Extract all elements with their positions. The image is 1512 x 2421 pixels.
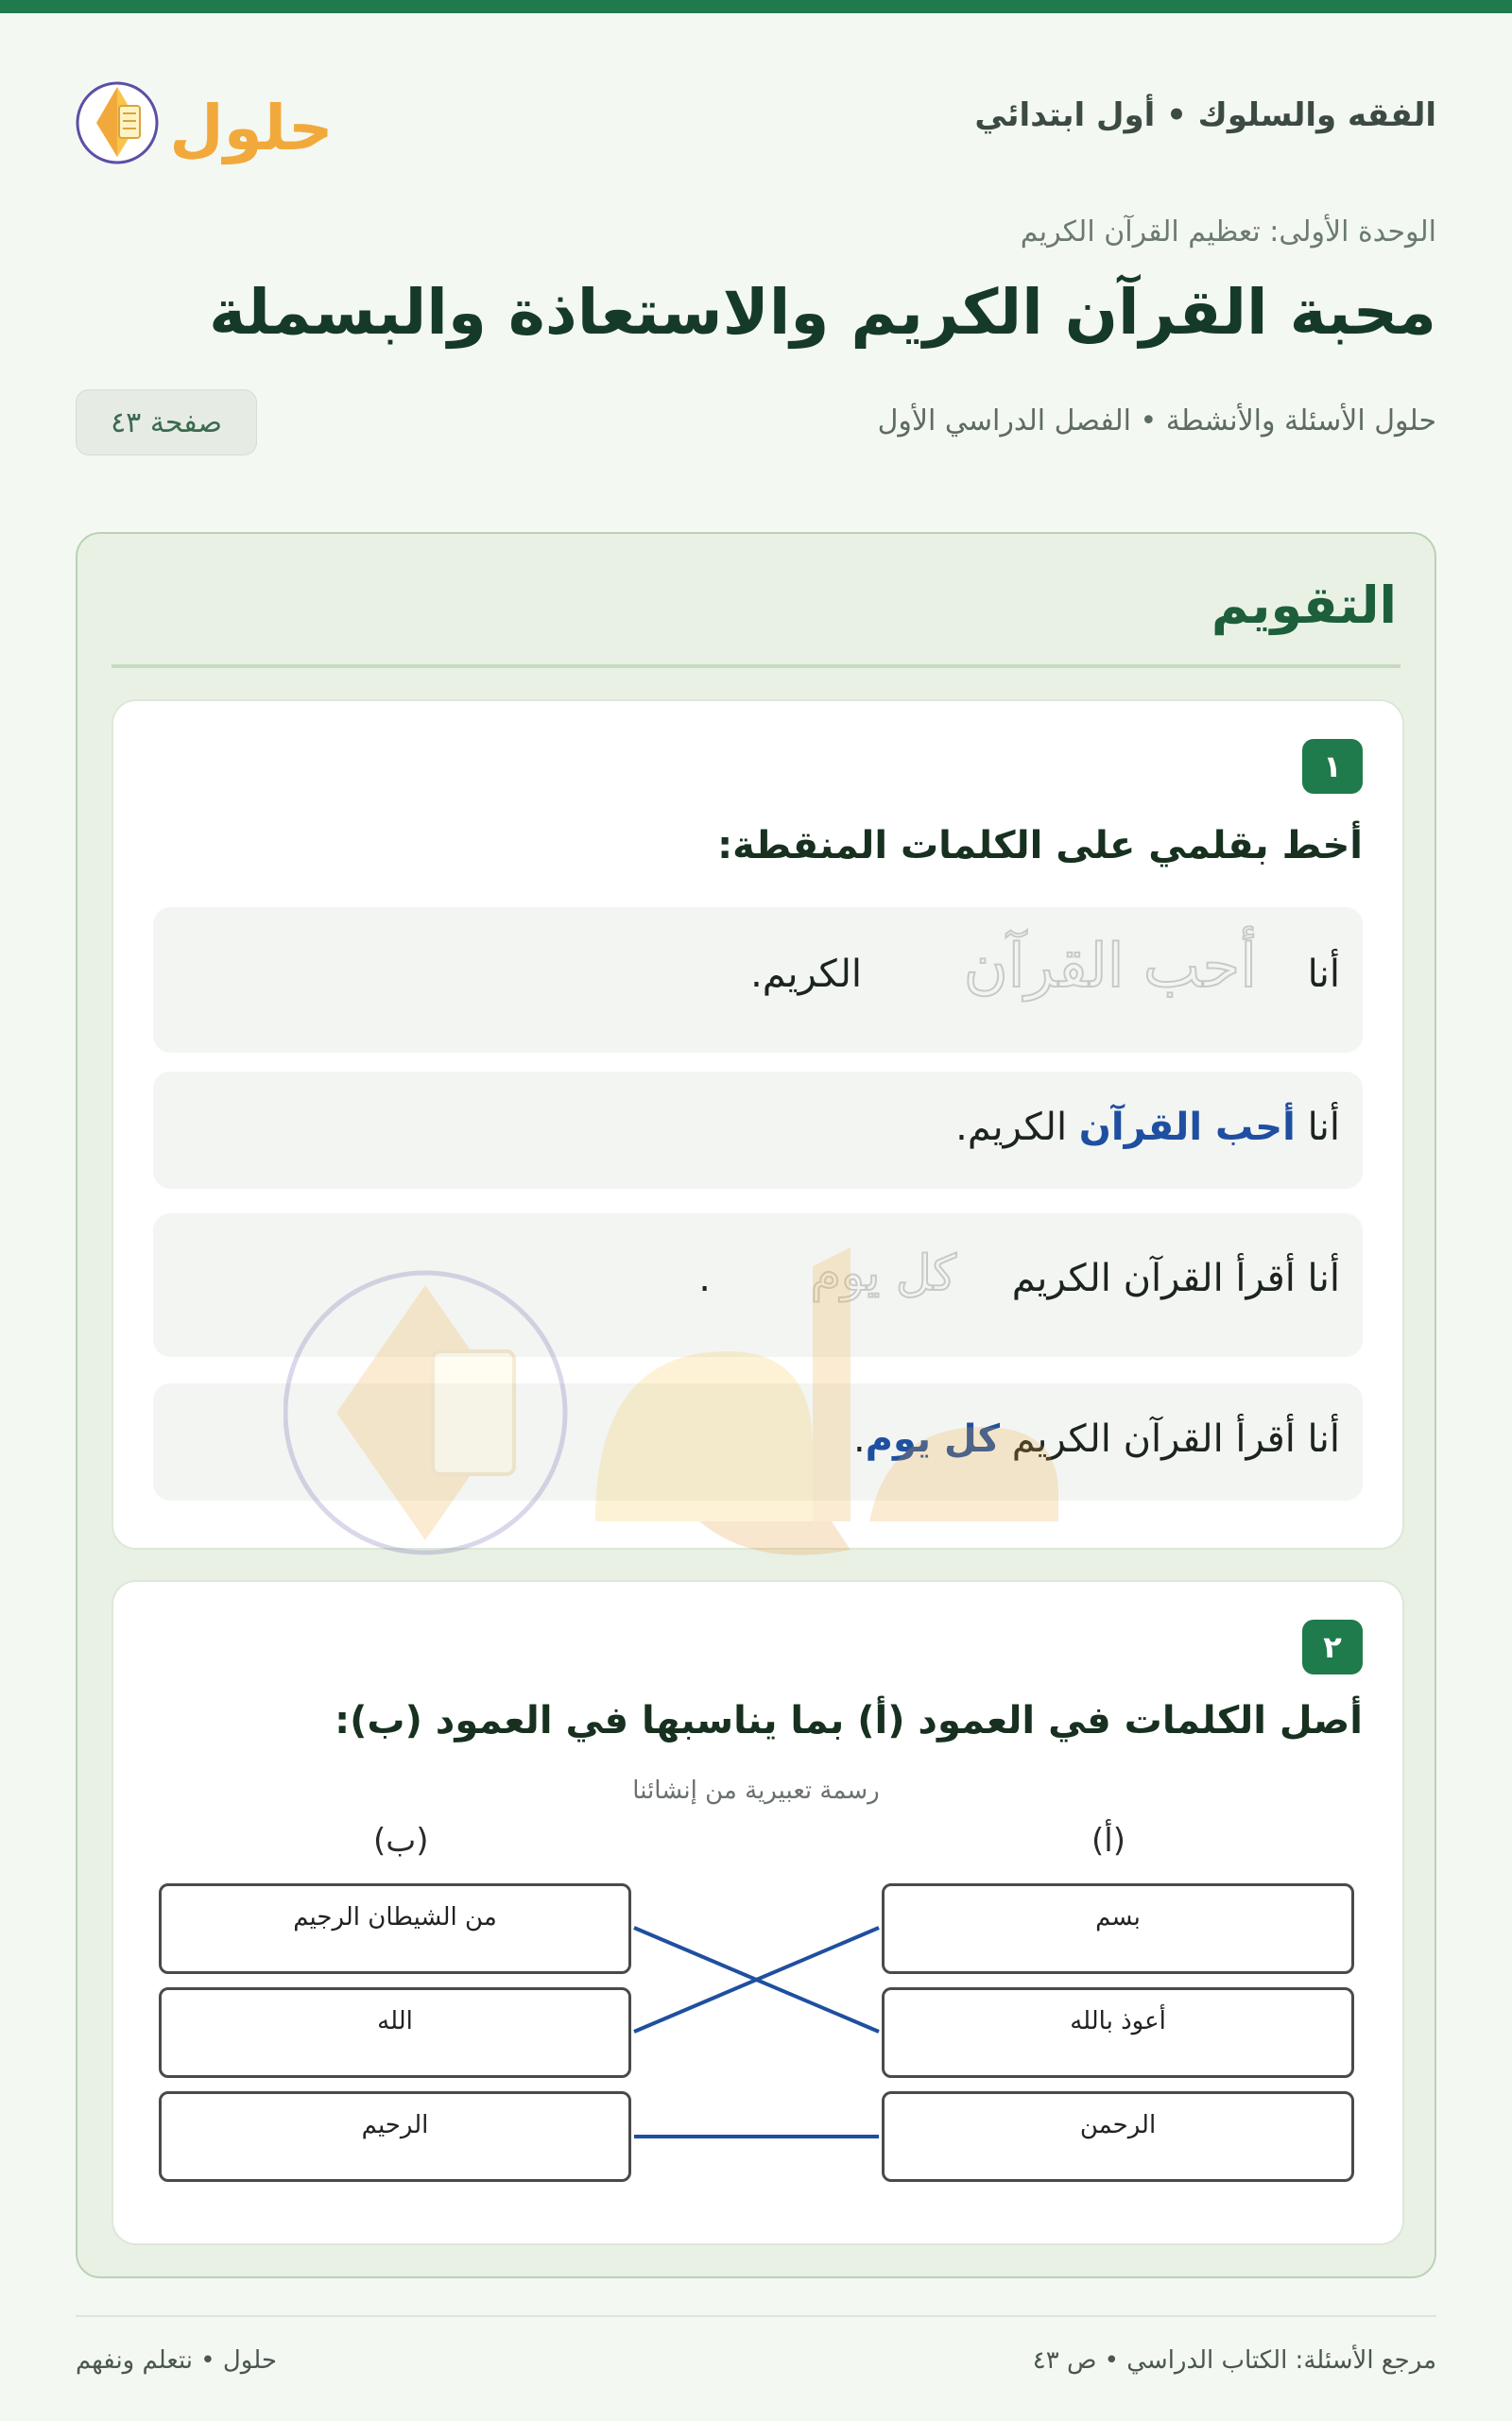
question-number-badge: ١ <box>1302 739 1363 794</box>
dotted-trace-words[interactable]: أحب القرآن <box>963 932 1257 1002</box>
question-1-prompt: أخط بقلمي على الكلمات المنقطة: <box>717 824 1363 867</box>
column-b-item: الله <box>159 1987 631 2078</box>
illustration-caption: رسمة تعبيرية من إنشائنا <box>632 1777 880 1805</box>
logo-wordmark: حلول <box>169 92 334 164</box>
column-a-item: الرحمن <box>882 2091 1354 2182</box>
footer-reference: مرجع الأسئلة: الكتاب الدراسي • ص ٤٣ <box>1032 2346 1436 2375</box>
footer-tagline: حلول • نتعلم ونفهم <box>76 2346 277 2375</box>
trace-row-2-start: أنا أقرأ القرآن الكريم <box>1011 1257 1340 1300</box>
column-b-item: الرحيم <box>159 2091 631 2182</box>
answer-row-2-end: . <box>852 1417 866 1461</box>
column-a-item: بسم <box>882 1883 1354 1974</box>
answer-row-1-end: الكريم. <box>955 1106 1068 1149</box>
trace-row-2-end: . <box>698 1257 711 1300</box>
footer-divider <box>76 2315 1436 2317</box>
lesson-subtitle: حلول الأسئلة والأنشطة • الفصل الدراسي الأول <box>877 404 1436 438</box>
page-number-badge: صفحة ٤٣ <box>76 389 257 455</box>
column-a-label: (أ) <box>1091 1822 1125 1860</box>
column-a-item: أعوذ بالله <box>882 1987 1354 2078</box>
unit-label: الوحدة الأولى: تعظيم القرآن الكريم <box>1020 215 1436 249</box>
column-b-label: (ب) <box>373 1822 429 1860</box>
answer-row-1-answer: أحب القرآن <box>1078 1106 1296 1149</box>
answer-row-2-start: أنا أقرأ القرآن الكريم <box>1011 1417 1340 1461</box>
question-number-badge: ٢ <box>1302 1620 1363 1674</box>
section-title: التقويم <box>1211 575 1397 635</box>
dotted-trace-words-2[interactable]: كل يوم <box>810 1245 956 1302</box>
question-2-prompt: أصل الكلمات في العمود (أ) بما يناسبها في العمود (ب): <box>335 1699 1363 1743</box>
column-b-item: من الشيطان الرجيم <box>159 1883 631 1974</box>
subject-grade-title: الفقه والسلوك • أول ابتدائي <box>974 96 1436 134</box>
trace-row-1-end: الكريم. <box>750 953 862 996</box>
answer-row-1-start: أنا <box>1307 1106 1340 1149</box>
lesson-title: محبة القرآن الكريم والاستعاذة والبسملة <box>209 276 1436 349</box>
trace-row-1-start: أنا <box>1307 953 1340 996</box>
answer-row-2-answer: كل يوم <box>865 1417 1000 1461</box>
